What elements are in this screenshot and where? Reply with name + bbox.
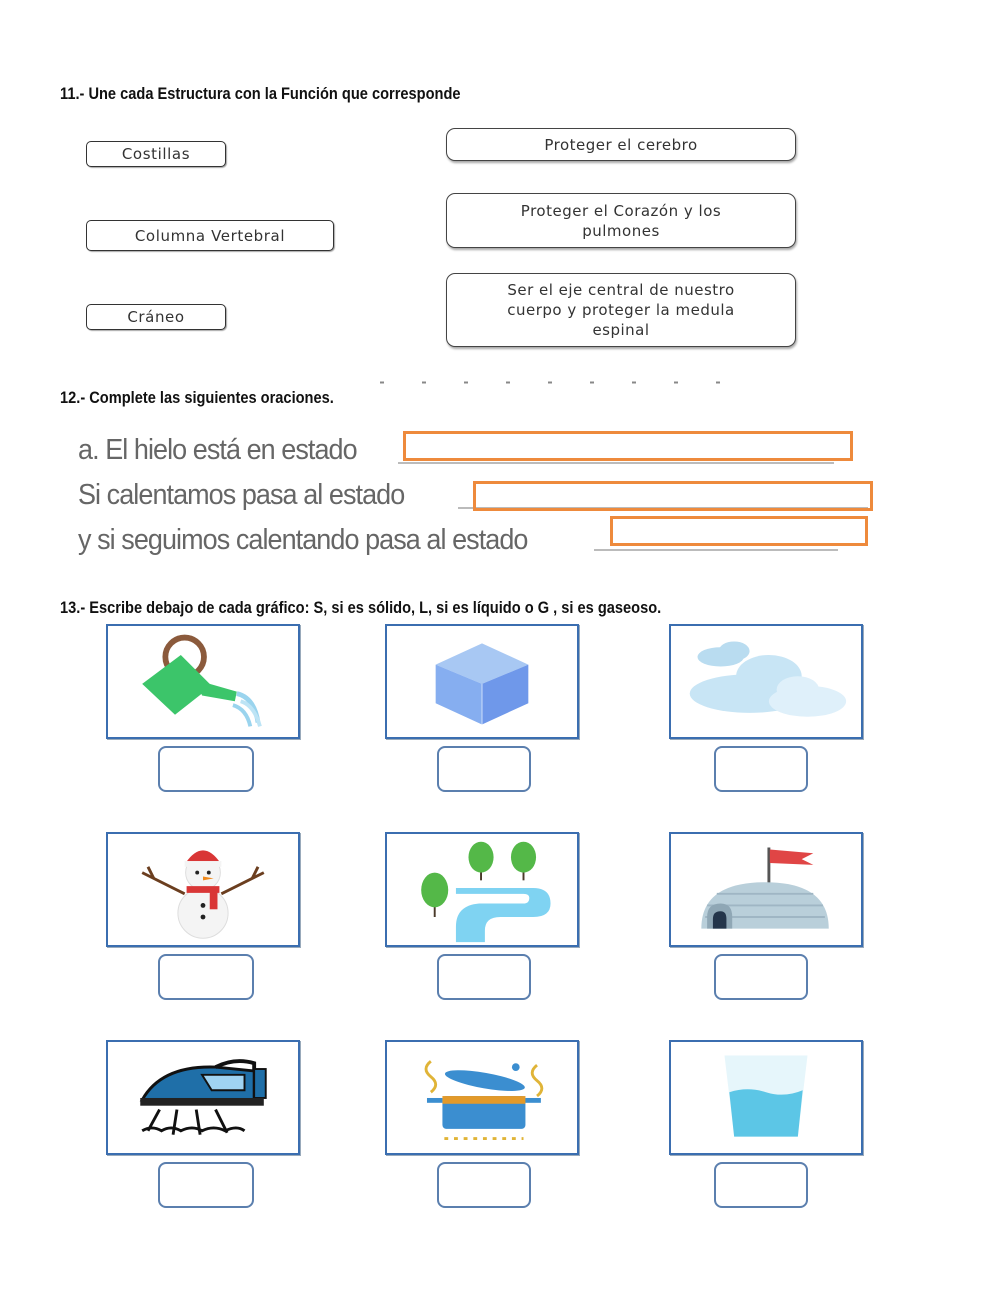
answer-underline	[398, 462, 834, 464]
answer-field-hielo[interactable]	[403, 431, 853, 461]
structure-craneo[interactable]: Cráneo	[86, 304, 226, 330]
function-line: Proteger el Corazón y los	[520, 201, 722, 220]
snowman-icon	[108, 834, 298, 945]
answer-field-calentamos[interactable]	[473, 481, 873, 511]
function-line: pulmones	[582, 221, 660, 240]
function-line: espinal	[592, 321, 650, 339]
answer-field-seguimos[interactable]	[610, 516, 868, 546]
watering-can-icon	[108, 626, 298, 737]
picture-igloo	[669, 832, 863, 947]
sentence-seguimos-calentando: y si seguimos calentando pasa al estado	[78, 524, 528, 556]
picture-ice-cube	[385, 624, 579, 739]
clouds-icon	[671, 626, 861, 737]
answer-box[interactable]	[714, 1162, 808, 1208]
answer-box[interactable]	[437, 1162, 531, 1208]
picture-snowman	[106, 832, 300, 947]
q11-title: 11.- Une cada Estructura con la Función que corresponde	[60, 84, 461, 103]
picture-clouds	[669, 624, 863, 739]
answer-box[interactable]	[158, 746, 254, 792]
q12-title: 12.- Complete las siguientes oraciones.	[60, 388, 334, 407]
function-line: cuerpo y proteger la medula	[507, 301, 735, 319]
structure-costillas[interactable]: Costillas	[86, 141, 226, 167]
picture-boiling-pot	[385, 1040, 579, 1155]
answer-box[interactable]	[437, 746, 531, 792]
ice-cube-icon	[387, 626, 577, 737]
answer-box[interactable]	[158, 1162, 254, 1208]
function-proteger-cerebro-label: Proteger el cerebro	[544, 135, 698, 154]
scan-artifact	[380, 381, 720, 384]
picture-river-trees	[385, 832, 579, 947]
answer-box[interactable]	[714, 746, 808, 792]
steam-iron-icon	[108, 1042, 298, 1153]
structure-columna-vertebral[interactable]: Columna Vertebral	[86, 220, 334, 251]
sentence-calentamos: Si calentamos pasa al estado	[78, 479, 405, 511]
answer-box[interactable]	[437, 954, 531, 1000]
function-line: Ser el eje central de nuestro	[507, 281, 735, 299]
answer-box[interactable]	[714, 954, 808, 1000]
sentence-hielo: a. El hielo está en estado	[78, 434, 357, 466]
function-proteger-corazon[interactable]	[446, 193, 796, 248]
boiling-pot-icon	[387, 1042, 577, 1153]
answer-box[interactable]	[158, 954, 254, 1000]
river-trees-icon	[387, 834, 577, 945]
function-eje-central[interactable]	[446, 273, 796, 347]
function-proteger-cerebro[interactable]	[446, 128, 796, 161]
picture-water-glass	[669, 1040, 863, 1155]
water-glass-icon	[671, 1042, 861, 1153]
picture-steam-iron	[106, 1040, 300, 1155]
q13-title: 13.- Escribe debajo de cada gráfico: S, si es sólido, L, si es líquido o G , si es gaseoso.	[60, 598, 662, 617]
answer-underline	[594, 549, 838, 551]
igloo-icon	[671, 834, 861, 945]
picture-watering-can	[106, 624, 300, 739]
